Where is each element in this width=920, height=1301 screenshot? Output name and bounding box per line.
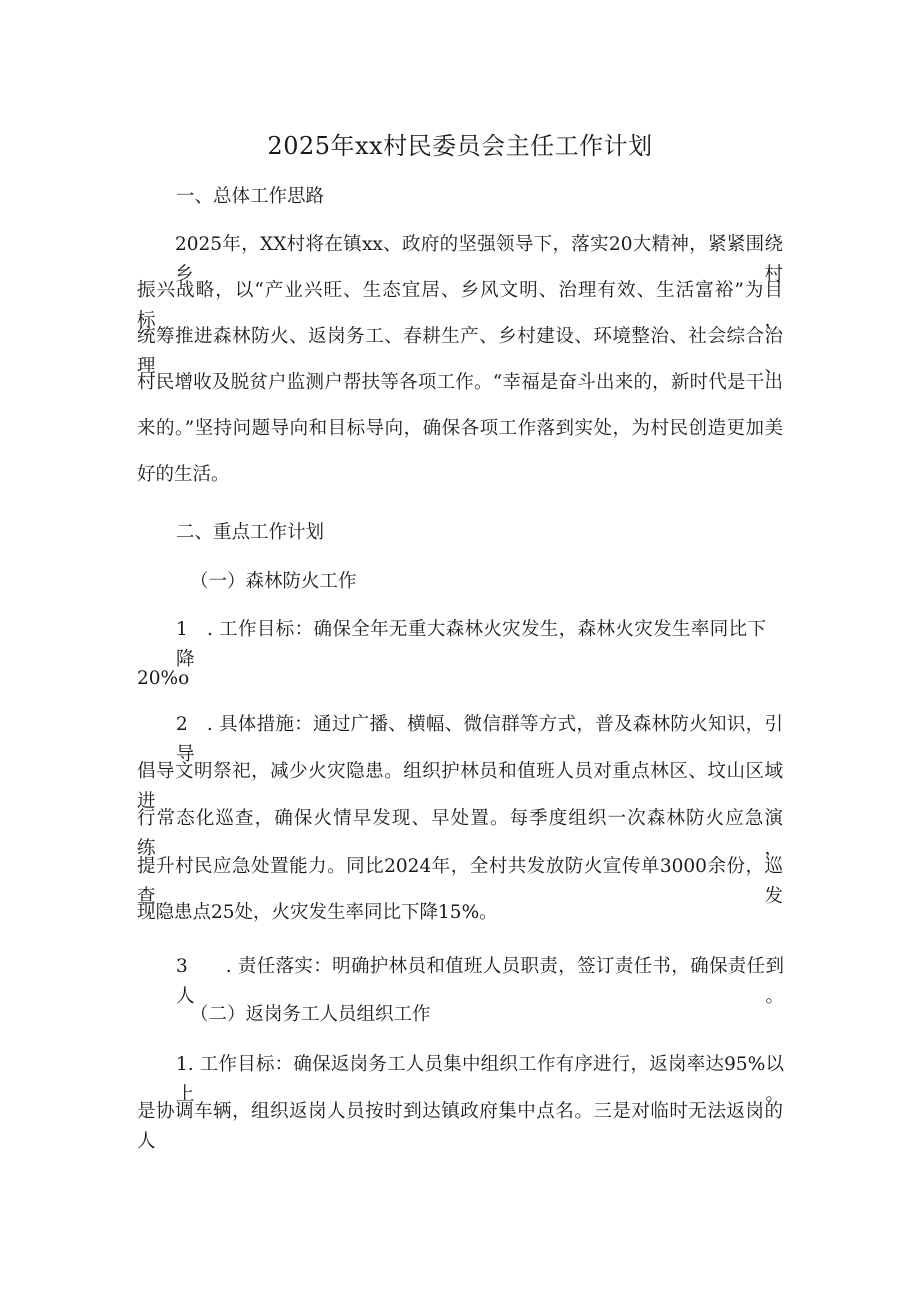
paragraph-line: 来的。”坚持问题导向和目标导向，确保各项工作落到实处，为村民创造更加美 [137, 418, 783, 439]
document-title: 2025年xx村民委员会主任工作计划 [267, 132, 653, 160]
paragraph-line: 村民增收及脱贫户监测户帮扶等各项工作。“幸福是奋斗出来的，新时代是干出 [137, 372, 783, 393]
paragraph-line: 2025年，XX村将在镇xx、政府的坚强领导下，落实20大精神，紧紧围绕乡村 [175, 234, 783, 285]
paragraph-line: 是协调车辆，组织返岗人员按时到达镇政府集中点名。三是对临时无法返岗的人 [137, 1101, 783, 1152]
paragraph-line: 现隐患点25处，火灾发生率同比下降15%。 [137, 902, 498, 923]
paragraph-line: 振兴战略，以“产业兴旺、生态宜居、乡风文明、治理有效、生活富裕”为目标， [137, 280, 783, 331]
forest-fire-item-responsibility: 3 . 责任落实：明确护林员和值班人员职责，签订责任书，确保责任到人。 [176, 956, 784, 1007]
paragraph-line: 1 . 工作目标：确保全年无重大森林火灾发生，森林火灾发生率同比下降 [176, 619, 766, 670]
section-heading-overall: 一、总体工作思路 [176, 186, 325, 207]
paragraph-line: 2 . 具体措施：通过广播、横幅、微信群等方式，普及森林防火知识，引导 [176, 714, 783, 765]
section-heading-key-plans: 二、重点工作计划 [176, 522, 325, 543]
paragraph-line: 1. 工作目标：确保返岗务工人员集中组织工作有序进行，返岗率达95%以上。 [176, 1054, 784, 1105]
paragraph-line: 好的生活。 [137, 464, 230, 485]
paragraph-line: 行常态化巡查，确保火情早发现、早处置。每季度组织一次森林防火应急演练， [137, 808, 783, 859]
paragraph-line: 20%o [137, 668, 190, 689]
paragraph-line: 提升村民应急处置能力。同比2024年，全村共发放防火宣传单3000余份，巡查发 [137, 856, 783, 907]
subsection-heading-return-workers: （二）返岗务工人员组织工作 [190, 1004, 431, 1025]
subsection-heading-forest-fire: （一）森林防火工作 [190, 571, 357, 592]
paragraph-line: 倡导文明祭祀，减少火灾隐患。组织护林员和值班人员对重点林区、坟山区域进 [137, 761, 783, 812]
paragraph-line: 统筹推进森林防火、返岗务工、春耕生产、乡村建设、环境整治、社会综合治理、 [137, 326, 783, 377]
